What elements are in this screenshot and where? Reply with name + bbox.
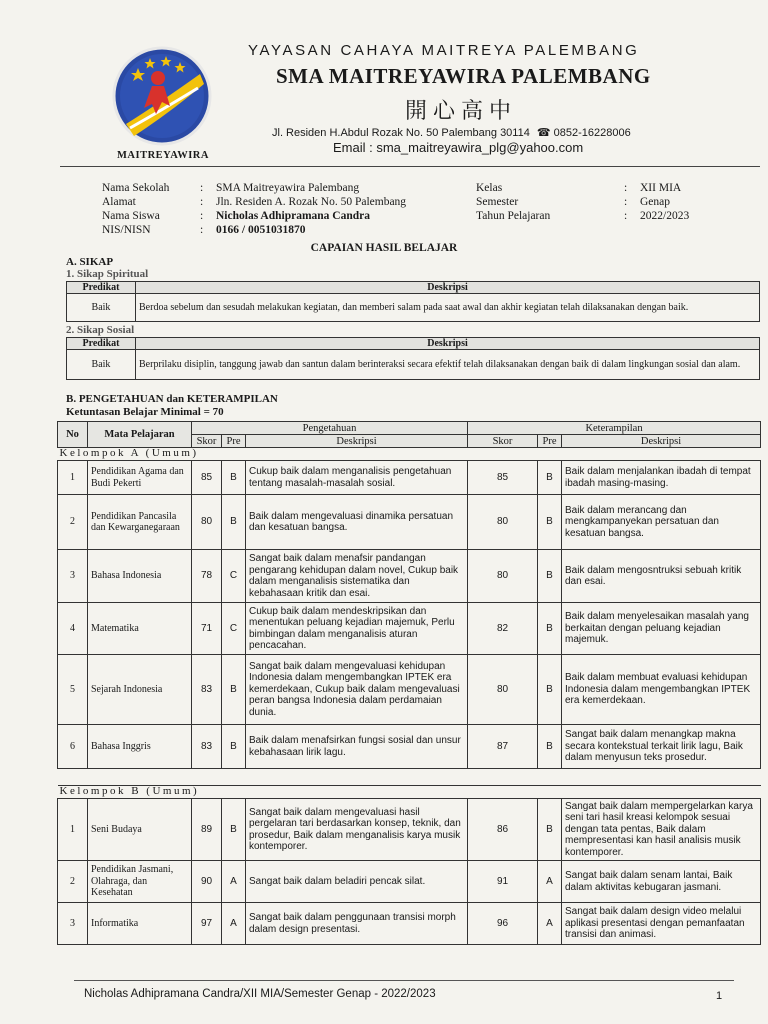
report-title: CAPAIAN HASIL BELAJAR xyxy=(310,242,458,254)
skill-description: Baik dalam mengosntruksi sebuah kritik dan esai. xyxy=(562,550,761,603)
skill-score: 91 xyxy=(468,861,538,903)
table-row xyxy=(58,655,761,725)
row-no: 1 xyxy=(58,461,88,495)
maitreyawira-logo-icon xyxy=(108,44,216,152)
knowledge-score: 78 xyxy=(192,550,222,603)
sikap-sosial-heading: 2. Sikap Sosial xyxy=(66,324,135,336)
skill-grade: A xyxy=(538,861,562,903)
knowledge-score: 90 xyxy=(192,861,222,903)
student-info-right xyxy=(476,181,689,223)
school-address xyxy=(272,126,631,139)
group-a-body xyxy=(58,448,761,769)
col-predikat: Predikat xyxy=(67,338,136,350)
skill-score: 82 xyxy=(468,603,538,655)
info-label: NIS/NISN xyxy=(102,224,151,236)
knowledge-score: 89 xyxy=(192,799,222,861)
knowledge-description: Cukup baik dalam mendeskripsikan dan menentukan peluang kejadian majemuk, Perlu bimbingan dalam menganalisis aturan pencacahan. xyxy=(246,603,468,655)
knowledge-score: 83 xyxy=(192,655,222,725)
page-number: 1 xyxy=(716,990,723,1002)
knowledge-score: 80 xyxy=(192,495,222,550)
info-value: SMA Maitreyawira Palembang xyxy=(216,182,360,194)
skill-description: Baik dalam merancang dan mengkampanyekan persatuan dan kesatuan bangsa. xyxy=(562,495,761,550)
table-row xyxy=(58,550,761,603)
info-label: Alamat xyxy=(102,196,136,208)
skill-description: Sangat baik dalam mempergelarkan karya seni tari hasil kreasi kelompok sesuai dengan tata pentas, Baik dalam mempresentasi kan hasil analisis musik kontemporer. xyxy=(562,799,761,861)
col-keterampilan: Keterampilan xyxy=(468,422,761,435)
knowledge-grade: C xyxy=(222,603,246,655)
deskripsi-value: Berprilaku disiplin, tanggung jawab dan santun dalam berinteraksi secara efektif telah dilaksanakan dengan baik di dalam lingkungan sosial dan alam. xyxy=(136,350,760,380)
skill-score: 85 xyxy=(468,461,538,495)
skill-score: 80 xyxy=(468,495,538,550)
info-row-nis: NIS/NISN : 0166 / 0051031870 xyxy=(102,224,306,236)
knowledge-grade: B xyxy=(222,655,246,725)
subject-name: Seni Budaya xyxy=(88,799,192,861)
group-b-label: Kelompok B (Umum) xyxy=(58,786,761,799)
skill-grade: B xyxy=(538,725,562,769)
col-predikat: Predikat xyxy=(67,282,136,294)
knowledge-grade: B xyxy=(222,799,246,861)
student-info-left xyxy=(102,181,406,237)
info-row-year: Tahun Pelajaran : 2022/2023 xyxy=(476,210,690,222)
footer-text: Nicholas Adhipramana Candra/XII MIA/Semester Genap - 2022/2023 xyxy=(84,988,436,1000)
col-pengetahuan: Pengetahuan xyxy=(192,422,468,435)
subject-name: Pendidikan Agama dan Budi Pekerti xyxy=(88,461,192,495)
skill-score: 87 xyxy=(468,725,538,769)
table-row xyxy=(58,461,761,495)
skill-score: 80 xyxy=(468,550,538,603)
predikat-value: Baik xyxy=(67,350,136,380)
knowledge-score: 83 xyxy=(192,725,222,769)
knowledge-description: Sangat baik dalam mengevaluasi kehidupan Indonesia dalam mengembangkan IPTEK era kemerdekaan, Cukup baik dalam mengevaluasi peran bangsa Indonesia dalam perdamaian dunia. xyxy=(246,655,468,725)
skill-description: Sangat baik dalam menangkap makna secara kontekstual terkait lirik lagu, Baik dalam menyusun teks prosedur. xyxy=(562,725,761,769)
subject-name: Sejarah Indonesia xyxy=(88,655,192,725)
knowledge-grade: A xyxy=(222,861,246,903)
row-no: 3 xyxy=(58,903,88,945)
table-row xyxy=(58,603,761,655)
skill-description: Sangat baik dalam senam lantai, Baik dalam aktivitas kebugaran jasmani. xyxy=(562,861,761,903)
knowledge-description: Baik dalam mengevaluasi dinamika persatuan dan kesatuan bangsa. xyxy=(246,495,468,550)
info-value: Genap xyxy=(640,196,671,208)
info-value: Jln. Residen A. Rozak No. 50 Palembang xyxy=(216,196,407,208)
knowledge-description: Sangat baik dalam beladiri pencak silat. xyxy=(246,861,468,903)
knowledge-grade: C xyxy=(222,550,246,603)
col-k-skor: Skor xyxy=(468,435,538,448)
section-pengetahuan-heading: B. PENGETAHUAN dan KETERAMPILAN xyxy=(66,393,278,405)
skill-grade: B xyxy=(538,603,562,655)
skill-grade: B xyxy=(538,655,562,725)
subject-name: Matematika xyxy=(88,603,192,655)
col-p-pre: Pre xyxy=(222,435,246,448)
skill-description: Baik dalam menjalankan ibadah di tempat ibadah masing-masing. xyxy=(562,461,761,495)
skill-description: Baik dalam membuat evaluasi kehidupan Indonesia dalam mengembangkan IPTEK era kemerdekaan. xyxy=(562,655,761,725)
skill-grade: B xyxy=(538,461,562,495)
row-no: 6 xyxy=(58,725,88,769)
row-no: 1 xyxy=(58,799,88,861)
knowledge-description: Sangat baik dalam penggunaan transisi morph dalam design presentasi. xyxy=(246,903,468,945)
subject-name: Bahasa Indonesia xyxy=(88,550,192,603)
school-email: Email : sma_maitreyawira_plg@yahoo.com xyxy=(333,140,584,155)
info-value: 0166 / 0051031870 xyxy=(216,224,306,236)
skill-score: 86 xyxy=(468,799,538,861)
col-deskripsi: Deskripsi xyxy=(136,282,760,294)
col-deskripsi: Deskripsi xyxy=(136,338,760,350)
table-row xyxy=(58,495,761,550)
knowledge-description: Sangat baik dalam menafsir pandangan pengarang kehidupan dalam novel, Cukup baik dalam menganalisis sistematika dan kebahasaan kritik dan esai. xyxy=(246,550,468,603)
info-value: XII MIA xyxy=(640,182,682,194)
knowledge-grade: A xyxy=(222,903,246,945)
info-label: Nama Sekolah xyxy=(102,182,170,194)
foundation-name: YAYASAN CAHAYA MAITREYA PALEMBANG xyxy=(248,42,640,59)
row-no: 3 xyxy=(58,550,88,603)
table-row xyxy=(58,861,761,903)
col-k-pre: Pre xyxy=(538,435,562,448)
subject-name: Pendidikan Pancasila dan Kewarganegaraan xyxy=(88,495,192,550)
info-value: Nicholas Adhipramana Candra xyxy=(216,210,371,222)
school-logo xyxy=(108,44,216,164)
row-no: 5 xyxy=(58,655,88,725)
grades-table xyxy=(57,421,761,945)
info-label: Tahun Pelajaran xyxy=(476,210,551,222)
col-no: No xyxy=(58,422,88,448)
col-p-skor: Skor xyxy=(192,435,222,448)
skill-score: 96 xyxy=(468,903,538,945)
col-k-deskripsi: Deskripsi xyxy=(562,435,761,448)
knowledge-score: 97 xyxy=(192,903,222,945)
sikap-spiritual-heading: 1. Sikap Spiritual xyxy=(66,268,149,280)
phone-number: 0852-16228006 xyxy=(553,127,631,139)
info-label: Semester xyxy=(476,196,519,208)
col-mapel: Mata Pelajaran xyxy=(88,422,192,448)
info-row-school: Nama Sekolah : SMA Maitreyawira Palembang xyxy=(102,182,360,194)
row-no: 2 xyxy=(58,495,88,550)
predikat-value: Baik xyxy=(67,294,136,322)
info-value: 2022/2023 xyxy=(640,210,690,222)
table-row xyxy=(58,799,761,861)
section-sikap-heading: A. SIKAP xyxy=(66,256,114,268)
knowledge-grade: B xyxy=(222,495,246,550)
kkm-text: Ketuntasan Belajar Minimal = 70 xyxy=(66,406,224,418)
chinese-school-name: 開心高中 xyxy=(405,99,518,124)
info-row-student: Nama Siswa : Nicholas Adhipramana Candra xyxy=(102,210,371,222)
subject-name: Informatika xyxy=(88,903,192,945)
col-p-deskripsi: Deskripsi xyxy=(246,435,468,448)
deskripsi-value: Berdoa sebelum dan sesudah melakukan kegiatan, dan memberi salam pada saat awal dan akhir kegiatan telah dilaksanakan dengan baik. xyxy=(136,294,760,322)
subject-name: Pendidikan Jasmani, Olahraga, dan Kesehatan xyxy=(88,861,192,903)
skill-grade: A xyxy=(538,903,562,945)
skill-grade: B xyxy=(538,550,562,603)
knowledge-grade: B xyxy=(222,725,246,769)
knowledge-score: 71 xyxy=(192,603,222,655)
subject-name: Bahasa Inggris xyxy=(88,725,192,769)
skill-grade: B xyxy=(538,799,562,861)
skill-score: 80 xyxy=(468,655,538,725)
table-row xyxy=(58,725,761,769)
skill-grade: B xyxy=(538,495,562,550)
info-row-semester: Semester : Genap xyxy=(476,196,671,208)
skill-description: Baik dalam menyelesaikan masalah yang berkaitan dengan peluang kejadian majemuk. xyxy=(562,603,761,655)
knowledge-grade: B xyxy=(222,461,246,495)
table-row xyxy=(58,903,761,945)
address-text: Jl. Residen H.Abdul Rozak No. 50 Palembang 30114 xyxy=(272,127,530,139)
footer-divider xyxy=(74,980,734,981)
school-name: SMA MAITREYAWIRA PALEMBANG xyxy=(276,64,651,88)
row-no: 2 xyxy=(58,861,88,903)
logo-caption: MAITREYAWIRA xyxy=(117,150,209,161)
sikap-spiritual-table xyxy=(66,281,760,322)
group-a-label: Kelompok A (Umum) xyxy=(58,448,761,461)
phone-icon: ☎ xyxy=(536,127,551,139)
knowledge-description: Baik dalam menafsirkan fungsi sosial dan unsur kebahasaan lirik lagu. xyxy=(246,725,468,769)
sikap-sosial-table xyxy=(66,337,760,380)
group-b-body xyxy=(58,769,761,945)
knowledge-description: Sangat baik dalam mengevaluasi hasil pergelaran tari berdasarkan konsep, teknik, dan prosedur, Baik dalam menganalisis karya musik kontemporer. xyxy=(246,799,468,861)
knowledge-description: Cukup baik dalam menganalisis pengetahuan tentang masalah-masalah sosial. xyxy=(246,461,468,495)
info-row-address: Alamat : Jln. Residen A. Rozak No. 50 Palembang xyxy=(102,196,407,208)
info-label: Nama Siswa xyxy=(102,210,160,222)
row-no: 4 xyxy=(58,603,88,655)
header-divider xyxy=(60,166,760,167)
skill-description: Sangat baik dalam design video melalui aplikasi presentasi dengan pemanfaatan transisi dan animasi. xyxy=(562,903,761,945)
info-label: Kelas xyxy=(476,182,503,194)
knowledge-score: 85 xyxy=(192,461,222,495)
info-row-class: Kelas : XII MIA xyxy=(476,182,682,194)
